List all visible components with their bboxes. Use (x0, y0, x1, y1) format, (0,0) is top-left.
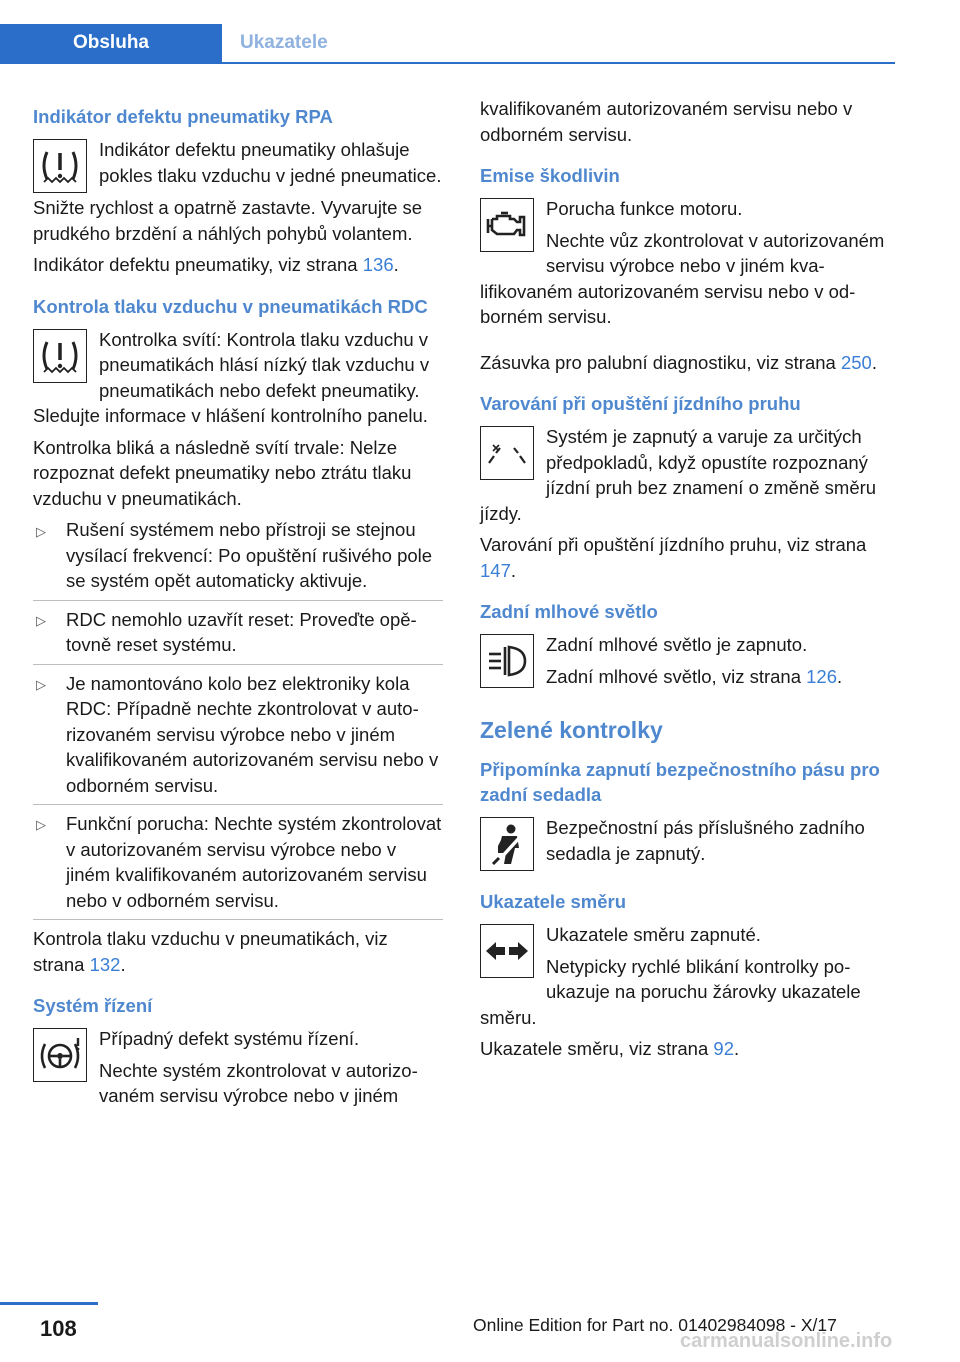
diagnostic-socket-reference: Zásuvka pro palubní diagnostiku, viz strana 250. (480, 351, 877, 373)
continued-text: kvalifikovaném autorizovaném servisu nebo v odborném servisu. (480, 98, 853, 145)
rpa-text: Indikátor defektu pneumatiky ohlašuje pokles tlaku vzduchu v jedné pneumatice. (99, 139, 442, 186)
page-link-132[interactable]: 132 (89, 953, 121, 975)
rdc-bullet-list (33, 517, 443, 920)
steering-indicator (33, 1026, 443, 1115)
rpa-advice: Snižte rychlost a opatrně zastavte. Vyvarujte se prudkého brzdění a náhlých pohybů volantem. (33, 197, 423, 244)
turn-indicator (480, 922, 895, 1036)
lane-reference: Varování při opuštění jízdního pruhu, viz strana 147. (480, 534, 867, 581)
emissions-malfunction-text: Porucha funkce motoru. (546, 198, 743, 219)
belt-heading: Připomínka zapnutí bezpečnostního pásu pro zadní sedadla (480, 759, 880, 805)
tire-pressure-icon (33, 329, 87, 383)
lane-indicator (480, 424, 895, 532)
steering-advice-text: Nechte systém zkontrolovat v autorizovaném servisu výrobce nebo v jiném (99, 1059, 418, 1106)
rdc-text: Kontrolka svítí: Kontrola tlaku vzduchu v pneumatikách hlásí nízký tlak vzduchu v pneumatikách nebo defekt pneumatiky. Sledujte informace v hlášení kontrolního panelu. (33, 328, 430, 426)
turn-signal-icon (480, 924, 534, 978)
emissions-heading: Emise škodlivin (480, 165, 620, 186)
rdc-heading: Kontrola tlaku vzduchu v pneumatikách RDC (33, 295, 428, 317)
rdc-reference: Kontrola tlaku vzduchu v pneumatikách, viz strana 132. (33, 928, 388, 975)
emissions-advice-text: Nechte vůz zkontrolovat v autorizovaném servisu výrobce nebo v jiném kvalifikovaném autorizovaném servisu nebo v odborném servisu. (480, 229, 885, 327)
rear-fog-light-icon (480, 634, 534, 688)
steering-wheel-warning-icon (33, 1028, 87, 1082)
lane-heading: Varování při opuštění jízdního pruhu (480, 393, 801, 414)
page-link-136[interactable]: 136 (362, 254, 394, 275)
list-item: ▷ RDC nemohlo uzavřít reset: Proveďte opětovně reset systému. (33, 601, 443, 665)
page-link-126[interactable]: 126 (806, 665, 838, 687)
header-tabs (0, 24, 895, 64)
steering-defect-text: Případný defekt systému řízení. (99, 1028, 360, 1049)
fog-on-text: Zadní mlhové světlo je zapnuto. (546, 634, 808, 655)
rpa-indicator (33, 137, 443, 195)
page-number: 108 (40, 1316, 77, 1341)
fog-indicator (480, 632, 895, 695)
list-item: ▷ Je namontováno kolo bez elektroniky kola RDC: Případně nechte zkontrolovat v autorizovaném servisu výrobce nebo v jiném kvalifikovaném autorizovaném servisu nebo v odborném servisu. (33, 665, 443, 806)
footer-edition: Online Edition for Part no. 01402984098 - X/17 (473, 1315, 837, 1335)
bullet-triangle-icon: ▷ (36, 524, 46, 539)
rdc-indicator (33, 327, 443, 435)
rdc-blinking: Kontrolka bliká a následně svítí trvale: Nelze rozpoznat defekt pneumatiky nebo ztrátu tlaku vzduchu v pneumatikách. (33, 436, 412, 509)
turn-on-text: Ukazatele směru zapnuté. (546, 924, 761, 945)
page-link-250[interactable]: 250 (840, 351, 872, 373)
green-indicators-heading: Zelené kontrolky (480, 717, 663, 743)
emissions-indicator (480, 196, 895, 336)
page-link-92[interactable]: 92 (713, 1038, 734, 1059)
fog-reference: Zadní mlhové světlo, viz strana 126. (546, 665, 843, 687)
lane-text: Systém je zapnutý a varuje za určitých předpokladů, když opustíte rozpoznaný jízdní pruh bez znamení o změně směru jízdy. (480, 426, 877, 524)
tire-warning-icon (33, 139, 87, 193)
tab-obsluha[interactable]: Obsluha (0, 24, 222, 62)
bullet-triangle-icon: ▷ (36, 817, 46, 832)
belt-text: Bezpečnostní pás příslušného zadního sedadla je zapnutý. (546, 817, 865, 864)
lane-departure-icon (480, 426, 534, 480)
list-item: ▷ Rušení systémem nebo přístroji se stejnou vysílací frekvencí: Po opuštění rušivého pole se systém opět automaticky aktivuje. (33, 517, 443, 601)
steering-heading: Systém řízení (33, 995, 153, 1016)
watermark: carmanualsonline.info (680, 1330, 893, 1352)
bullet-triangle-icon: ▷ (36, 612, 46, 628)
fog-heading: Zadní mlhové světlo (480, 601, 658, 622)
rpa-reference: Indikátor defektu pneumatiky, viz strana 136. (33, 254, 399, 275)
engine-icon (480, 198, 534, 252)
seatbelt-icon (480, 817, 534, 871)
list-item: ▷ Funkční porucha: Nechte systém zkontrolovat v autorizovaném servisu výrobce nebo v jiném kvalifikovaném autorizovaném servisu nebo v odborném servisu. (33, 805, 443, 920)
page-link-147[interactable]: 147 (480, 559, 511, 581)
page-number-rule (0, 1302, 98, 1305)
turn-fast-blink-text: Netypicky rychlé blikání kontrolky poukazuje na poruchu žárovky ukazatele směru. (480, 955, 861, 1028)
turn-reference: Ukazatele směru, viz strana 92. (480, 1038, 740, 1059)
rpa-heading: Indikátor defektu pneumatiky RPA (33, 106, 333, 127)
left-column (33, 96, 443, 1115)
turn-heading: Ukazatele směru (480, 891, 627, 912)
bullet-triangle-icon: ▷ (36, 676, 46, 692)
tab-ukazatele[interactable]: Ukazatele (240, 32, 328, 53)
right-column (480, 96, 895, 1068)
belt-indicator (480, 815, 895, 873)
